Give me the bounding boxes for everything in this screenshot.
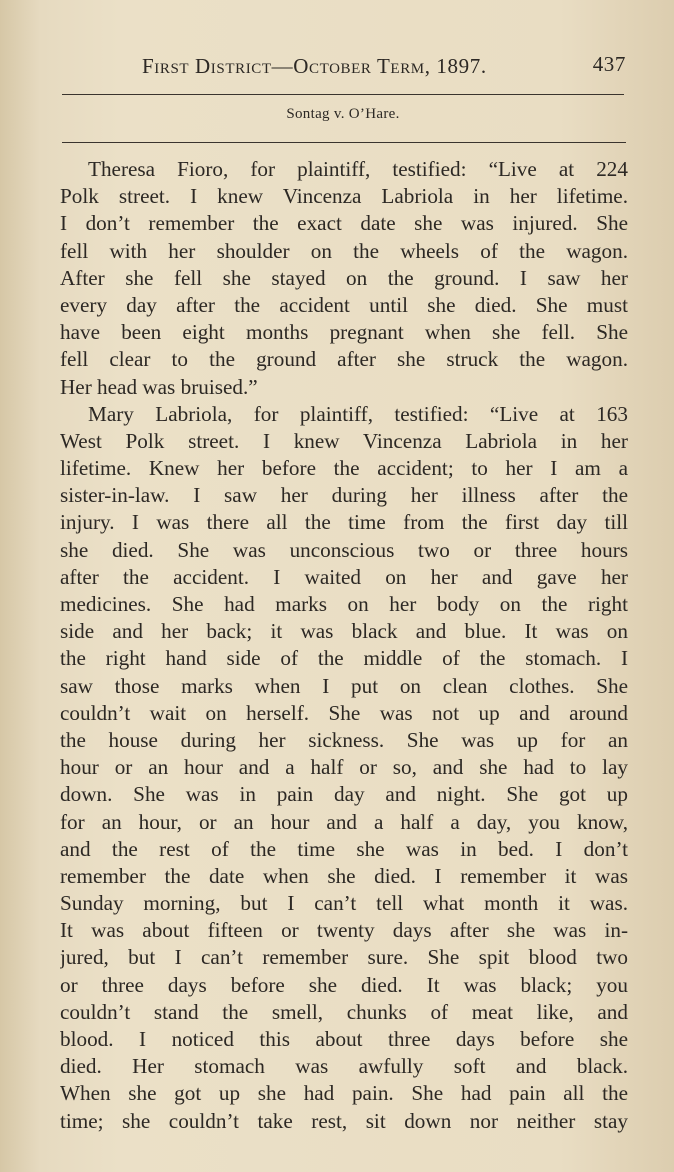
page-number: 437 xyxy=(592,52,626,76)
text-line: have been eight months pregnant when she fell. She xyxy=(60,320,628,345)
text-line: the house during her sickness. She was up for an xyxy=(60,727,628,752)
running-head xyxy=(140,52,630,82)
text-line: Sunday morning, but I can’t tell what month it was. xyxy=(60,891,628,916)
running-title: First District—October Term, 1897. xyxy=(142,54,487,78)
text-line: When she got up she had pain. She had pain all the xyxy=(60,1081,628,1106)
text-line: It was about fifteen or twenty days after she was in- xyxy=(60,918,628,943)
text-line: I don’t remember the exact date she was injured. She xyxy=(60,211,628,236)
text-line: saw those marks when I put on clean clothes. She xyxy=(60,673,628,698)
case-rule xyxy=(62,142,626,143)
text-line: Theresa Fioro, for plaintiff, testified: “Live at 224 xyxy=(88,157,628,181)
text-line: side and her back; it was black and blue. It was on xyxy=(60,619,628,644)
text-line: medicines. She had marks on her body on the right xyxy=(60,592,628,616)
case-name: Sontag v. O’Hare. xyxy=(286,106,400,122)
text-line: lifetime. Knew her before the accident; to her I am a xyxy=(60,456,628,481)
body-text xyxy=(60,156,628,1135)
text-line: for an hour, or an hour and a half a day, you know, xyxy=(60,809,628,834)
text-line: injury. I was there all the time from the first day till xyxy=(60,510,628,535)
text-line: remember the date when she died. I remember it was xyxy=(60,863,628,888)
text-line: couldn’t stand the smell, chunks of meat like, and xyxy=(60,999,628,1024)
text-line: died. Her stomach was awfully soft and black. xyxy=(60,1054,628,1079)
text-line: couldn’t wait on herself. She was not up and around xyxy=(60,700,628,725)
text-line: fell clear to the ground after she struck the wagon. xyxy=(60,347,628,372)
text-line: West Polk street. I knew Vincenza Labriola in her xyxy=(60,428,628,453)
text-line: After she fell she stayed on the ground. I saw her xyxy=(60,265,628,290)
header-rule xyxy=(62,94,624,95)
text-line: or three days before she died. It was black; you xyxy=(60,972,628,997)
text-line: time; she couldn’t take rest, sit down nor neither stay xyxy=(60,1108,628,1133)
text-line: Mary Labriola, for plaintiff, testified: “Live at 163 xyxy=(88,401,628,426)
text-line: hour or an hour and a half or so, and she had to lay xyxy=(60,755,628,780)
text-line: down. She was in pain day and night. She got up xyxy=(60,782,628,807)
text-line: every day after the accident until she died. She must xyxy=(60,292,628,317)
text-line: Her head was bruised.” xyxy=(60,374,258,399)
text-line: sister-in-law. I saw her during her illness after the xyxy=(60,483,628,508)
text-line: Polk street. I knew Vincenza Labriola in her lifetime. xyxy=(60,184,628,209)
text-line: fell with her shoulder on the wheels of the wagon. xyxy=(60,238,628,263)
text-line: she died. She was unconscious two or three hours xyxy=(60,537,628,562)
text-line: blood. I noticed this about three days before she xyxy=(60,1027,628,1051)
text-line: jured, but I can’t remember sure. She spit blood two xyxy=(60,945,628,970)
text-line: the right hand side of the middle of the stomach. I xyxy=(60,646,628,671)
text-line: after the accident. I waited on her and gave her xyxy=(60,564,628,589)
text-line: and the rest of the time she was in bed. I don’t xyxy=(60,836,628,861)
